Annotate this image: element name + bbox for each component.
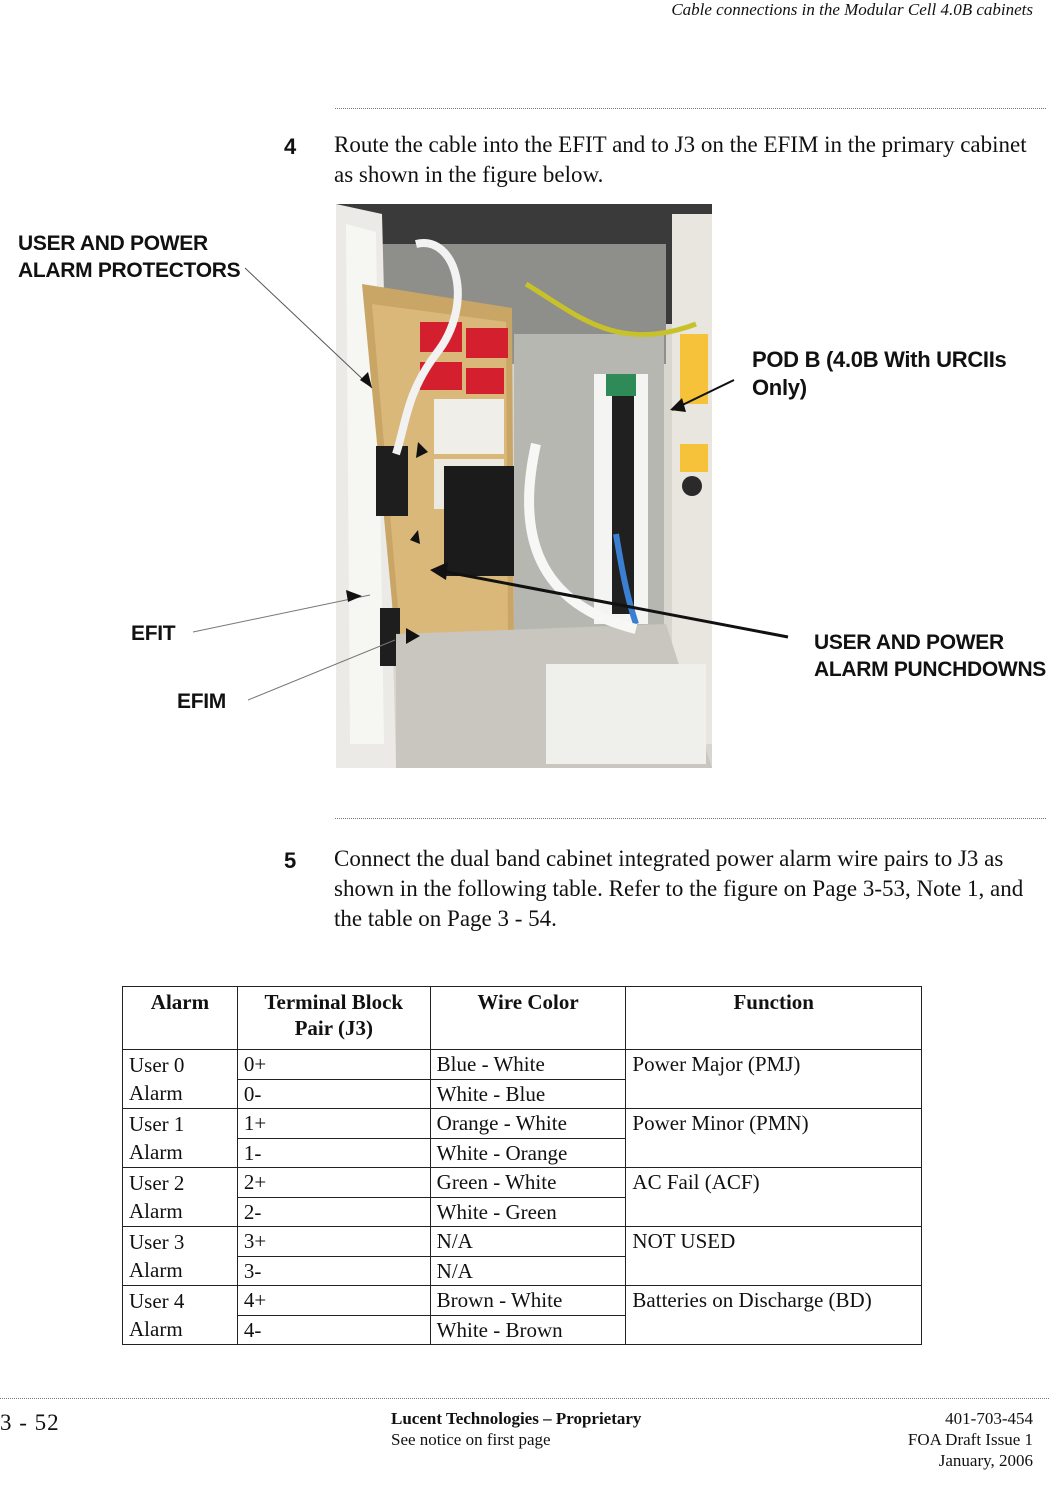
running-header: Cable connections in the Modular Cell 4.0B cabinets — [671, 0, 1033, 19]
wire-color-cell: White - Blue — [430, 1079, 626, 1109]
step-text: Connect the dual band cabinet integrated power alarm wire pairs to J3 as shown in the following table. Refer to the figure on Page 3-53, Note 1, and the table on Page 3 - 54. — [334, 846, 1024, 931]
wire-color-cell: N/A — [430, 1227, 626, 1257]
footer-notice: See notice on first page — [391, 1430, 551, 1449]
pair-cell: 3- — [237, 1256, 430, 1286]
footer-issue: FOA Draft Issue 1 — [907, 1430, 1033, 1449]
table-row — [123, 1227, 922, 1257]
alarm-label: Alarm — [129, 1081, 183, 1105]
cabinet-photo-drawing — [336, 204, 712, 768]
alarm-cell — [123, 1227, 238, 1286]
wire-color-cell: Orange - White — [430, 1109, 626, 1139]
column-header-alarm: Alarm — [123, 987, 238, 1050]
alarm-cell — [123, 1050, 238, 1109]
page-number: 3 - 52 — [0, 1410, 60, 1435]
alarm-label: Alarm — [129, 1199, 183, 1223]
callout-alarm-protectors — [18, 230, 240, 284]
function-cell: Power Minor (PMN) — [626, 1109, 922, 1168]
alarm-label: Alarm — [129, 1317, 183, 1341]
step-text: Route the cable into the EFIT and to J3 on the EFIM in the primary cabinet as shown in the figure below. — [334, 132, 1027, 187]
footer-proprietary — [391, 1408, 641, 1450]
callout-efit: EFIT — [131, 622, 176, 645]
callout-line: Only) — [752, 375, 807, 400]
alarm-label: User 3 — [129, 1230, 185, 1254]
wire-color-cell: White - Brown — [430, 1315, 626, 1345]
step-separator — [335, 108, 1046, 109]
pair-cell: 0- — [237, 1079, 430, 1109]
function-cell: AC Fail (ACF) — [626, 1168, 922, 1227]
callout-line: USER AND POWER — [18, 232, 208, 255]
pair-cell: 2- — [237, 1197, 430, 1227]
callout-line: ALARM PUNCHDOWNS — [814, 658, 1047, 681]
pair-cell: 1- — [237, 1138, 430, 1168]
column-header-function: Function — [626, 987, 922, 1050]
table-row — [123, 1050, 922, 1080]
pair-cell: 4+ — [237, 1286, 430, 1316]
step-separator — [335, 818, 1046, 819]
callout-line: ALARM PROTECTORS — [18, 259, 241, 282]
wire-color-cell: White - Green — [430, 1197, 626, 1227]
pair-cell: 2+ — [237, 1168, 430, 1198]
alarm-label: Alarm — [129, 1258, 183, 1282]
function-cell: Batteries on Discharge (BD) — [626, 1286, 922, 1345]
column-header-pair — [237, 987, 430, 1050]
function-cell: NOT USED — [626, 1227, 922, 1286]
pair-cell: 3+ — [237, 1227, 430, 1257]
table-row — [123, 1168, 922, 1198]
alarm-label: User 0 — [129, 1053, 185, 1077]
step-number: 5 — [284, 848, 297, 873]
callout-pod-b — [752, 346, 1006, 402]
alarm-label: User 2 — [129, 1171, 185, 1195]
header-line: Terminal Block — [264, 990, 404, 1014]
footer-date: January, 2006 — [938, 1451, 1033, 1470]
alarm-cell — [123, 1109, 238, 1168]
function-cell: Power Major (PMJ) — [626, 1050, 922, 1109]
callout-line: USER AND POWER — [814, 631, 1004, 654]
wire-color-cell: N/A — [430, 1256, 626, 1286]
table-header-row — [123, 987, 922, 1050]
pair-cell: 1+ — [237, 1109, 430, 1139]
table-row — [123, 1286, 922, 1316]
alarm-label: User 4 — [129, 1289, 185, 1313]
alarm-label: User 1 — [129, 1112, 185, 1136]
column-header-wire-color: Wire Color — [430, 987, 626, 1050]
footer-doc-number: 401-703-454 — [945, 1409, 1033, 1428]
footer-doc-info — [908, 1408, 1033, 1471]
footer-separator — [0, 1398, 1049, 1399]
pair-cell: 4- — [237, 1315, 430, 1345]
alarm-cell — [123, 1168, 238, 1227]
wire-color-cell: Brown - White — [430, 1286, 626, 1316]
wire-color-cell: Blue - White — [430, 1050, 626, 1080]
pair-cell: 0+ — [237, 1050, 430, 1080]
table-row — [123, 1109, 922, 1139]
cabinet-photo — [336, 204, 712, 768]
step-number: 4 — [284, 134, 297, 159]
alarm-label: Alarm — [129, 1140, 183, 1164]
wire-color-cell: Green - White — [430, 1168, 626, 1198]
header-line: Pair (J3) — [294, 1016, 373, 1040]
wire-color-cell: White - Orange — [430, 1138, 626, 1168]
callout-efim: EFIM — [177, 690, 226, 713]
footer-company: Lucent Technologies – Proprietary — [391, 1409, 642, 1428]
alarm-wiring-table — [122, 986, 922, 1345]
alarm-cell — [123, 1286, 238, 1345]
callout-alarm-punchdowns — [814, 629, 1046, 683]
callout-line: POD B (4.0B With URCIIs — [752, 347, 1007, 372]
